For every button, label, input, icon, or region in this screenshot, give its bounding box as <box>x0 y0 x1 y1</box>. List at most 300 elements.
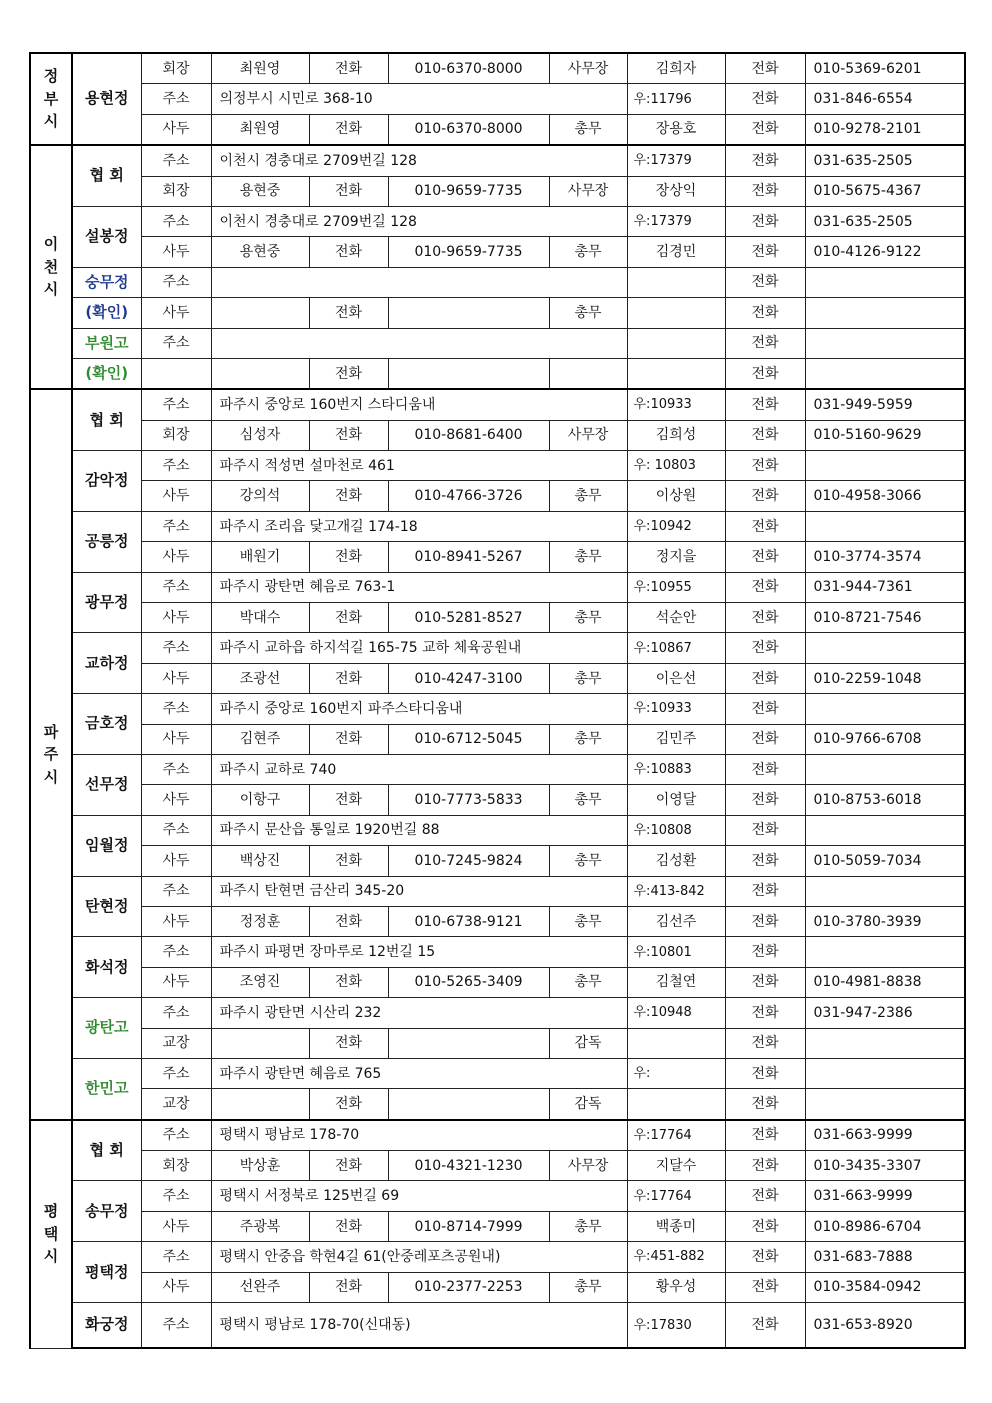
table-row <box>30 937 965 967</box>
mobile-phone: 010-5265-3409 <box>388 967 549 997</box>
org-name: 탄현정 <box>72 876 141 937</box>
role-label: 총무 <box>549 785 627 815</box>
address-value <box>211 267 627 297</box>
mobile-phone: 010-2259-1048 <box>805 663 965 693</box>
org-label: 숭무정 <box>85 272 129 291</box>
table-row <box>30 420 965 450</box>
mobile-phone: 010-8681-6400 <box>388 420 549 450</box>
mobile-phone: 010-2377-2253 <box>388 1272 549 1302</box>
phone-value: 031-635-2505 <box>805 206 965 236</box>
phone-label: 전화 <box>309 358 388 389</box>
role-label: 총무 <box>549 603 627 633</box>
zip-code: 우:17379 <box>627 206 725 236</box>
city-name: 이 천 시 <box>30 145 72 389</box>
role-label: 총무 <box>549 1211 627 1241</box>
address-value: 평택시 평남로 178-70 <box>211 1120 627 1151</box>
address-label: 주소 <box>141 633 211 663</box>
phone-value <box>805 451 965 481</box>
address-value: 파주시 교하읍 하지석길 165-75 교하 체육공원내 <box>211 633 627 663</box>
mobile-phone: 010-3774-3574 <box>805 542 965 572</box>
phone-value <box>805 1058 965 1088</box>
phone-value <box>805 633 965 663</box>
address-label: 주소 <box>141 1242 211 1272</box>
mobile-phone <box>805 358 965 389</box>
role-label: 사두 <box>141 542 211 572</box>
mobile-phone: 010-9278-2101 <box>805 114 965 145</box>
table-row <box>30 206 965 236</box>
phone-label: 전화 <box>309 663 388 693</box>
role-label: 감독 <box>549 1028 627 1058</box>
phone-label: 전화 <box>725 694 805 724</box>
table-row <box>30 572 965 602</box>
phone-label: 전화 <box>725 84 805 114</box>
org-note: (확인) <box>72 298 141 328</box>
address-value: 파주시 중앙로 160번지 스타디움내 <box>211 389 627 420</box>
role-label: 총무 <box>549 481 627 511</box>
phone-label: 전화 <box>725 420 805 450</box>
phone-label: 전화 <box>725 815 805 845</box>
phone-label: 전화 <box>309 906 388 936</box>
role-label: 총무 <box>549 967 627 997</box>
address-label: 주소 <box>141 389 211 420</box>
person-name: 배원기 <box>211 542 309 572</box>
role-label: 사두 <box>141 114 211 145</box>
org-label: 부원고 <box>85 333 129 352</box>
mobile-phone: 010-5059-7034 <box>805 846 965 876</box>
mobile-phone: 010-5281-8527 <box>388 603 549 633</box>
person-name: 김선주 <box>627 906 725 936</box>
table-row <box>30 603 965 633</box>
table-row <box>30 694 965 724</box>
phone-label: 전화 <box>309 1028 388 1058</box>
role-label: 사두 <box>141 785 211 815</box>
address-label: 주소 <box>141 572 211 602</box>
org-name: 광무정 <box>72 572 141 633</box>
org-name: 설봉정 <box>72 206 141 267</box>
phone-label: 전화 <box>725 633 805 663</box>
address-label: 주소 <box>141 937 211 967</box>
phone-label: 전화 <box>725 328 805 358</box>
person-name: 김희성 <box>627 420 725 450</box>
table-row <box>30 451 965 481</box>
address-label: 주소 <box>141 206 211 236</box>
mobile-phone: 010-8714-7999 <box>388 1211 549 1241</box>
person-name <box>211 358 309 389</box>
role-label: 사두 <box>141 237 211 267</box>
mobile-phone <box>805 298 965 328</box>
person-name: 용현중 <box>211 237 309 267</box>
phone-label: 전화 <box>309 846 388 876</box>
mobile-phone: 010-4321-1230 <box>388 1151 549 1181</box>
address-value: 평택시 안중읍 학현4길 61(안중레포츠공원내) <box>211 1242 627 1272</box>
person-name: 지달수 <box>627 1151 725 1181</box>
phone-label: 전화 <box>725 1303 805 1349</box>
table-row <box>30 1181 965 1211</box>
phone-label: 전화 <box>725 754 805 784</box>
mobile-phone: 010-5369-6201 <box>805 53 965 84</box>
phone-label: 전화 <box>309 53 388 84</box>
role-label: 총무 <box>549 114 627 145</box>
phone-label: 전화 <box>725 542 805 572</box>
zip-code: 우:11796 <box>627 84 725 114</box>
phone-value: 031-635-2505 <box>805 145 965 176</box>
mobile-phone <box>805 1089 965 1120</box>
phone-label: 전화 <box>309 1272 388 1302</box>
phone-label: 전화 <box>725 267 805 297</box>
phone-label: 전화 <box>309 1089 388 1120</box>
role-label: 총무 <box>549 663 627 693</box>
phone-label: 전화 <box>725 846 805 876</box>
org-name: 감악정 <box>72 451 141 512</box>
club-directory <box>29 52 964 1349</box>
person-name: 강의석 <box>211 481 309 511</box>
address-value: 평택시 서정북로 125번길 69 <box>211 1181 627 1211</box>
table-row <box>30 785 965 815</box>
phone-label: 전화 <box>725 298 805 328</box>
phone-label: 전화 <box>725 1211 805 1241</box>
org-name: 선무정 <box>72 754 141 815</box>
address-value: 파주시 파평면 장마루로 12번길 15 <box>211 937 627 967</box>
mobile-phone: 010-9766-6708 <box>805 724 965 754</box>
address-label: 주소 <box>141 145 211 176</box>
mobile-phone: 010-7773-5833 <box>388 785 549 815</box>
address-label: 주소 <box>141 328 211 358</box>
zip-code: 우:17830 <box>627 1303 725 1349</box>
org-name: 금호정 <box>72 694 141 755</box>
role-label: 총무 <box>549 237 627 267</box>
address-label: 주소 <box>141 815 211 845</box>
org-name: 한민고 <box>72 1058 141 1119</box>
table-row <box>30 663 965 693</box>
mobile-phone: 010-5160-9629 <box>805 420 965 450</box>
address-value: 이천시 경충대로 2709번길 128 <box>211 206 627 236</box>
phone-value: 031-663-9999 <box>805 1120 965 1151</box>
org-name: 평택정 <box>72 1242 141 1303</box>
zip-code <box>627 328 725 358</box>
person-name: 선완주 <box>211 1272 309 1302</box>
phone-value <box>805 815 965 845</box>
role-label <box>549 358 627 389</box>
zip-code: 우:413-842 <box>627 876 725 906</box>
role-label: 사무장 <box>549 176 627 206</box>
person-name: 백상진 <box>211 846 309 876</box>
role-label: 사두 <box>141 1211 211 1241</box>
mobile-phone: 010-7245-9824 <box>388 846 549 876</box>
phone-label: 전화 <box>725 663 805 693</box>
mobile-phone: 010-4958-3066 <box>805 481 965 511</box>
phone-label: 전화 <box>725 1028 805 1058</box>
mobile-phone: 010-8753-6018 <box>805 785 965 815</box>
person-name <box>211 298 309 328</box>
table-row <box>30 114 965 145</box>
role-label: 사두 <box>141 967 211 997</box>
table-row <box>30 176 965 206</box>
mobile-phone: 010-8721-7546 <box>805 603 965 633</box>
table-row <box>30 1151 965 1181</box>
person-name: 최원영 <box>211 53 309 84</box>
role-label: 총무 <box>549 724 627 754</box>
role-label: 사두 <box>141 906 211 936</box>
table-row <box>30 358 965 389</box>
city-name: 평 택 시 <box>30 1120 72 1348</box>
person-name: 장용호 <box>627 114 725 145</box>
mobile-phone <box>805 1028 965 1058</box>
person-name: 정정훈 <box>211 906 309 936</box>
phone-label: 전화 <box>309 114 388 145</box>
person-name: 이영달 <box>627 785 725 815</box>
person-name: 심성자 <box>211 420 309 450</box>
phone-label: 전화 <box>309 237 388 267</box>
person-name: 김성환 <box>627 846 725 876</box>
table-row <box>30 967 965 997</box>
person-name <box>211 1028 309 1058</box>
phone-value <box>805 694 965 724</box>
table-row <box>30 542 965 572</box>
person-name <box>627 298 725 328</box>
mobile-phone: 010-4247-3100 <box>388 663 549 693</box>
phone-value: 031-683-7888 <box>805 1242 965 1272</box>
table-row <box>30 84 965 114</box>
table-row <box>30 1089 965 1120</box>
phone-label: 전화 <box>725 451 805 481</box>
phone-label: 전화 <box>309 298 388 328</box>
table-row <box>30 876 965 906</box>
person-name: 조영진 <box>211 967 309 997</box>
table-row <box>30 633 965 663</box>
phone-label: 전화 <box>309 420 388 450</box>
phone-label: 전화 <box>309 785 388 815</box>
table-row <box>30 906 965 936</box>
role-label: 사두 <box>141 1272 211 1302</box>
zip-code: 우:10933 <box>627 389 725 420</box>
mobile-phone: 010-3435-3307 <box>805 1151 965 1181</box>
zip-code: 우:17764 <box>627 1181 725 1211</box>
zip-code: 우:17764 <box>627 1120 725 1151</box>
table-row <box>30 1058 965 1088</box>
org-note: (확인) <box>72 358 141 389</box>
phone-label: 전화 <box>725 145 805 176</box>
role-label: 사두 <box>141 846 211 876</box>
person-name: 김민주 <box>627 724 725 754</box>
org-name <box>72 328 141 358</box>
zip-code: 우:10808 <box>627 815 725 845</box>
org-name: 교하정 <box>72 633 141 694</box>
phone-label: 전화 <box>725 358 805 389</box>
mobile-phone: 010-4766-3726 <box>388 481 549 511</box>
org-name: 협 회 <box>72 145 141 206</box>
city-name: 파 주 시 <box>30 389 72 1119</box>
phone-value: 031-949-5959 <box>805 389 965 420</box>
person-name: 백종미 <box>627 1211 725 1241</box>
person-name: 이은선 <box>627 663 725 693</box>
address-value: 파주시 조리읍 닻고개길 174-18 <box>211 511 627 541</box>
org-name: 화석정 <box>72 937 141 998</box>
person-name <box>627 358 725 389</box>
org-name: 화궁정 <box>72 1303 141 1349</box>
person-name: 박대수 <box>211 603 309 633</box>
zip-code: 우:17379 <box>627 145 725 176</box>
phone-label: 전화 <box>725 206 805 236</box>
phone-label: 전화 <box>725 389 805 420</box>
table-row <box>30 998 965 1028</box>
person-name: 장상익 <box>627 176 725 206</box>
mobile-phone: 010-3780-3939 <box>805 906 965 936</box>
zip-code: 우:10867 <box>627 633 725 663</box>
role-label: 총무 <box>549 298 627 328</box>
mobile-phone: 010-4981-8838 <box>805 967 965 997</box>
person-name: 정지을 <box>627 542 725 572</box>
person-name: 석순안 <box>627 603 725 633</box>
zip-code: 우: 10803 <box>627 451 725 481</box>
person-name <box>627 1028 725 1058</box>
zip-code: 우:10948 <box>627 998 725 1028</box>
phone-value: 031-944-7361 <box>805 572 965 602</box>
phone-label: 전화 <box>725 1058 805 1088</box>
role-label: 감독 <box>549 1089 627 1120</box>
role-label: 회장 <box>141 420 211 450</box>
phone-label: 전화 <box>725 176 805 206</box>
role-label: 사두 <box>141 603 211 633</box>
zip-code <box>627 267 725 297</box>
phone-value: 031-846-6554 <box>805 84 965 114</box>
table-row <box>30 53 965 84</box>
phone-label: 전화 <box>309 1151 388 1181</box>
mobile-phone: 010-9659-7735 <box>388 176 549 206</box>
address-value: 파주시 광탄면 혜음로 765 <box>211 1058 627 1088</box>
address-value: 파주시 문산읍 통일로 1920번길 88 <box>211 815 627 845</box>
phone-label: 전화 <box>725 53 805 84</box>
table-row <box>30 724 965 754</box>
mobile-phone: 010-8986-6704 <box>805 1211 965 1241</box>
phone-value: 031-947-2386 <box>805 998 965 1028</box>
phone-label: 전화 <box>725 1120 805 1151</box>
mobile-phone <box>388 1028 549 1058</box>
phone-label: 전화 <box>309 176 388 206</box>
person-name: 조광선 <box>211 663 309 693</box>
phone-label: 전화 <box>309 481 388 511</box>
address-label: 주소 <box>141 84 211 114</box>
table-row <box>30 1303 965 1349</box>
phone-label: 전화 <box>725 237 805 267</box>
table-row <box>30 511 965 541</box>
address-label: 주소 <box>141 451 211 481</box>
phone-label: 전화 <box>309 1211 388 1241</box>
directory-table <box>29 52 966 1349</box>
org-name: 송무정 <box>72 1181 141 1242</box>
role-label: 사두 <box>141 663 211 693</box>
phone-label: 전화 <box>725 937 805 967</box>
address-label: 주소 <box>141 1181 211 1211</box>
address-value: 파주시 광탄면 혜음로 763-1 <box>211 572 627 602</box>
table-row <box>30 481 965 511</box>
mobile-phone <box>388 1089 549 1120</box>
role-label: 총무 <box>549 846 627 876</box>
role-label: 사무장 <box>549 53 627 84</box>
zip-code: 우: <box>627 1058 725 1088</box>
table-row <box>30 1120 965 1151</box>
phone-label: 전화 <box>725 481 805 511</box>
address-label: 주소 <box>141 876 211 906</box>
phone-label: 전화 <box>725 1151 805 1181</box>
person-name: 박상훈 <box>211 1151 309 1181</box>
table-row <box>30 754 965 784</box>
phone-label: 전화 <box>725 906 805 936</box>
table-row <box>30 267 965 297</box>
address-value: 파주시 교하로 740 <box>211 754 627 784</box>
address-value: 파주시 탄현면 금산리 345-20 <box>211 876 627 906</box>
phone-label: 전화 <box>309 603 388 633</box>
person-name: 황우성 <box>627 1272 725 1302</box>
role-label: 회장 <box>141 176 211 206</box>
zip-code: 우:451-882 <box>627 1242 725 1272</box>
zip-code: 우:10933 <box>627 694 725 724</box>
address-label: 주소 <box>141 1303 211 1349</box>
table-row <box>30 237 965 267</box>
person-name: 김희자 <box>627 53 725 84</box>
phone-label: 전화 <box>725 1242 805 1272</box>
address-label: 주소 <box>141 1120 211 1151</box>
address-label: 주소 <box>141 694 211 724</box>
address-label: 주소 <box>141 1058 211 1088</box>
role-label: 사두 <box>141 724 211 754</box>
table-row <box>30 1211 965 1241</box>
role-label: 교장 <box>141 1028 211 1058</box>
mobile-phone: 010-6738-9121 <box>388 906 549 936</box>
mobile-phone <box>388 298 549 328</box>
person-name: 이항구 <box>211 785 309 815</box>
phone-label: 전화 <box>725 785 805 815</box>
phone-value <box>805 876 965 906</box>
role-label: 총무 <box>549 542 627 572</box>
address-value <box>211 328 627 358</box>
person-name: 김현주 <box>211 724 309 754</box>
address-label: 주소 <box>141 511 211 541</box>
address-label: 주소 <box>141 267 211 297</box>
role-label: 사두 <box>141 481 211 511</box>
phone-label: 전화 <box>725 1272 805 1302</box>
phone-label: 전화 <box>725 511 805 541</box>
phone-value <box>805 511 965 541</box>
phone-value: 031-653-8920 <box>805 1303 965 1349</box>
address-label: 주소 <box>141 754 211 784</box>
address-label: 주소 <box>141 998 211 1028</box>
mobile-phone: 010-6370-8000 <box>388 114 549 145</box>
table-row <box>30 846 965 876</box>
address-value: 이천시 경충대로 2709번길 128 <box>211 145 627 176</box>
phone-label: 전화 <box>309 724 388 754</box>
role-label <box>141 358 211 389</box>
mobile-phone <box>388 358 549 389</box>
mobile-phone: 010-8941-5267 <box>388 542 549 572</box>
zip-code: 우:10942 <box>627 511 725 541</box>
person-name: 김철연 <box>627 967 725 997</box>
phone-value: 031-663-9999 <box>805 1181 965 1211</box>
org-name: 협 회 <box>72 1120 141 1181</box>
phone-value <box>805 267 965 297</box>
org-name: 공릉정 <box>72 511 141 572</box>
person-name: 용현중 <box>211 176 309 206</box>
phone-label: 전화 <box>725 1181 805 1211</box>
address-value: 파주시 광탄면 시산리 232 <box>211 998 627 1028</box>
phone-label: 전화 <box>725 998 805 1028</box>
phone-label: 전화 <box>725 967 805 997</box>
phone-value <box>805 754 965 784</box>
table-row <box>30 145 965 176</box>
phone-value <box>805 937 965 967</box>
table-row <box>30 1242 965 1272</box>
table-row <box>30 328 965 358</box>
person-name: 이상원 <box>627 481 725 511</box>
